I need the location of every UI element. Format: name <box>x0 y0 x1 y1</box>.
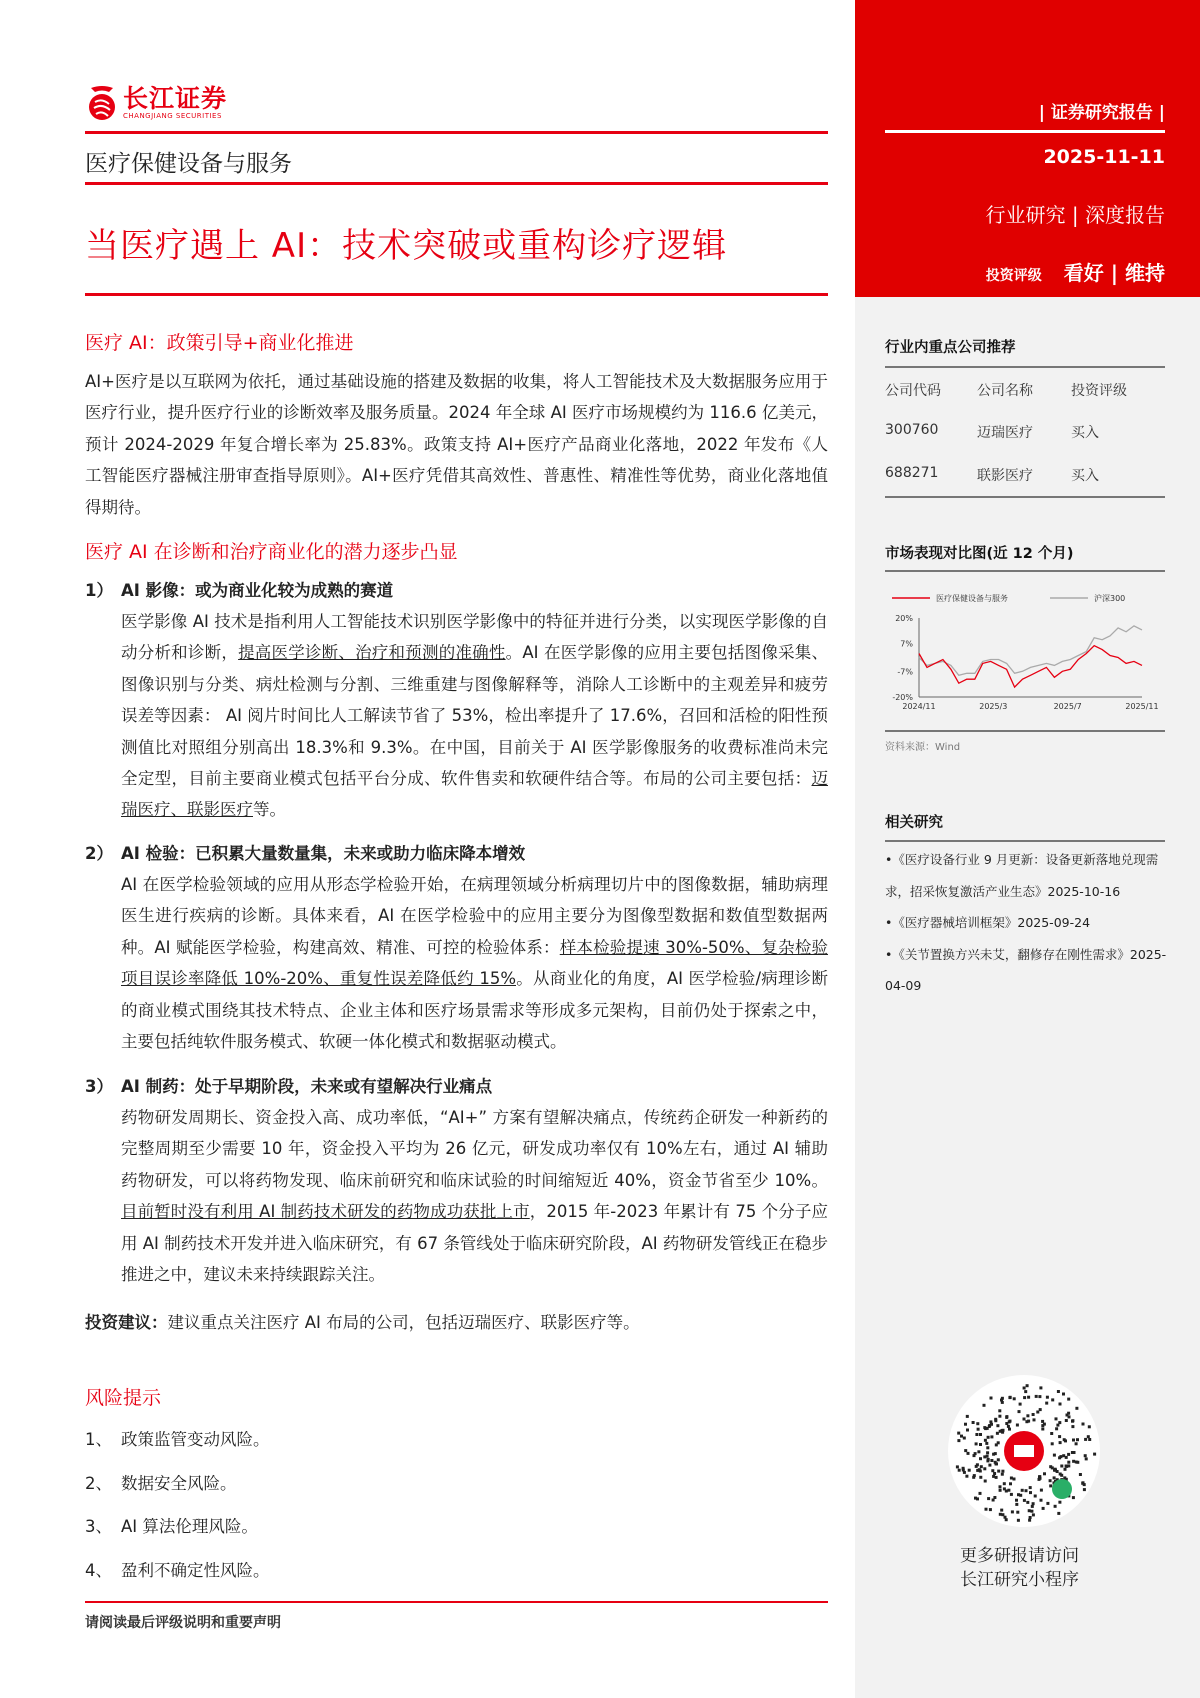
item-number: 2） <box>85 844 113 863</box>
rating-label: 投资评级 <box>985 268 1042 284</box>
item-number: 3） <box>85 1077 113 1096</box>
item-title: AI 制药：处于早期阶段，未来或有望解决行业痛点 <box>121 1077 493 1096</box>
item-body: AI 在医学检验领域的应用从形态学检验开始，在病理领域分析病理切片中的图像数据，辅助病理医生进行疾病的诊断。具体来看，AI 在医学检验中的应用主要分为图像型数据和数值型数据两种。AI 赋能医学检验，构建高效、精准、可控的检验体系：样本检验提速 30%-50%、复杂检验项目误诊率降低 10%-20%、重复性误差降低约 15%。从商业化的角度，AI 医学检验/病理诊断的商业模式围绕其技术特点、企业主体和医疗场景需求等形成多元架构，目前仍处于探索之中，主要包括纯软件服务模式、软硬一体化模式和数据驱动模式。 <box>121 875 829 1052</box>
qr-caption: 长江研究小程序 <box>960 1570 1079 1590</box>
risk-heading: 风险提示 <box>85 1387 162 1409</box>
chart-title: 市场表现对比图(近 12 个月) <box>885 546 1074 562</box>
table-header: 公司代码 公司名称 投资评级 <box>885 383 1127 399</box>
divider <box>885 840 1165 842</box>
related-item[interactable]: •《关节置换方兴未艾，翻修存在刚性需求》2025-04-09 <box>885 946 1167 993</box>
investment-advice <box>85 1309 828 1333</box>
x-tick-label: 2024/11 <box>902 702 936 711</box>
related-list <box>885 844 1167 1002</box>
industry-category: 医疗保健设备与服务 <box>85 151 292 177</box>
qr-code[interactable] <box>948 1375 1100 1527</box>
header-rule <box>85 131 828 134</box>
logo-text: 长江证券 <box>123 84 228 113</box>
cover-red-block <box>855 0 1200 297</box>
divider <box>885 570 1165 572</box>
advice-label: 投资建议： <box>85 1313 168 1332</box>
title-rule <box>85 293 828 296</box>
picks-title: 行业内重点公司推荐 <box>885 340 1016 356</box>
report-date: 2025-11-11 <box>1043 146 1165 168</box>
report-type: | 证券研究报告 | <box>1038 103 1165 123</box>
header-rule <box>85 182 828 185</box>
divider <box>885 730 1165 732</box>
rating-row <box>986 257 1165 286</box>
risk-item: 1、 政策监管变动风险。 <box>85 1430 270 1449</box>
item-title: AI 影像：或为商业化较为成熟的赛道 <box>121 581 394 600</box>
item-number: 1） <box>85 581 113 600</box>
y-tick-label: 7% <box>900 639 913 649</box>
legend-label: 医疗保健设备与服务 <box>936 594 1008 603</box>
divider <box>885 496 1165 498</box>
x-tick-label: 2025/11 <box>1125 702 1159 711</box>
divider <box>885 366 1165 368</box>
x-tick-label: 2025/3 <box>979 702 1008 711</box>
related-title: 相关研究 <box>885 815 943 831</box>
related-item[interactable]: •《医疗器械培训框架》2025-09-24 <box>885 915 1091 930</box>
market-performance-chart <box>870 580 1170 730</box>
list-item <box>85 575 828 826</box>
list-item <box>85 838 828 1057</box>
table-row: 300760 迈瑞医疗 买入 <box>885 422 1099 441</box>
table-row: 688271 联影医疗 买入 <box>885 465 1099 484</box>
qr-caption: 更多研报请访问 <box>960 1546 1079 1566</box>
report-title: 当医疗遇上 AI：技术突破或重构诊疗逻辑 <box>85 226 728 266</box>
related-item[interactable]: •《医疗设备行业 9 月更新：设备更新落地兑现需求，招采恢复激活产业生态》2025-10-16 <box>885 852 1159 899</box>
item-title: AI 检验：已积累大量数量集，未来或助力临床降本增效 <box>121 844 526 863</box>
series-line <box>919 626 1142 675</box>
report-kind: 行业研究 | 深度报告 <box>985 203 1165 227</box>
risk-item: 3、 AI 算法伦理风险。 <box>85 1517 258 1536</box>
section-heading: 医疗 AI 在诊断和治疗商业化的潜力逐步凸显 <box>85 541 458 563</box>
item-body: 医学影像 AI 技术是指利用人工智能技术识别医学影像中的特征并进行分类，以实现医学影像的自动分析和诊断，提高医学诊断、治疗和预测的准确性。AI 在医学影像的应用主要包括图像采集、图像识别与分类、病灶检测与分割、三维重建与图像解释等，消除人工诊断中的主观差异和疲劳误差等因素： AI 阅片时间比人工解读节省了 53%，检出率提升了 17.6%，召回和活检的阳性预测值比对照组分别高出 18.3%和 9.3%。在中国，目前关于 AI 医学影像服务的收费标准尚未完全定型，目前主要商业模式包括平台分成、软件售卖和软硬件结合等。布局的公司主要包括：迈瑞医疗、联影医疗等。 <box>121 612 829 820</box>
y-tick-label: 20% <box>895 614 913 623</box>
qr-pattern-icon <box>948 1375 1100 1527</box>
risk-item: 4、 盈利不确定性风险。 <box>85 1561 270 1580</box>
divider <box>885 130 1165 133</box>
rating-value: 看好 | 维持 <box>1063 261 1165 285</box>
y-tick-label: -7% <box>897 667 913 677</box>
risk-item: 2、 数据安全风险。 <box>85 1474 237 1493</box>
list-item <box>85 1071 828 1290</box>
footer-rule <box>85 1601 828 1603</box>
chart-source: 资料来源：Wind <box>885 742 961 753</box>
section-paragraph: AI+医疗是以互联网为依托，通过基础设施的搭建及数据的收集，将人工智能技术及大数据服务应用于医疗行业，提升医疗行业的诊断效率及服务质量。2024 年全球 AI 医疗市场规模约为 116.6 亿美元，预计 2024-2029 年复合增长率为 25.83%。政策支持 AI+医疗产品商业化落地，2022 年发布《人工智能医疗器械注册审查指导原则》。AI+医疗凭借其高效性、普惠性、精准性等优势，商业化落地值得期待。 <box>85 372 828 517</box>
x-tick-label: 2025/7 <box>1053 702 1082 711</box>
logo-emblem-icon <box>85 84 119 122</box>
y-tick-label: -20% <box>892 693 913 702</box>
item-body: 药物研发周期长、资金投入高、成功率低，“AI+” 方案有望解决痛点，传统药企研发一种新药的完整周期至少需要 10 年，资金投入平均为 26 亿元，研发成功率仅有 10%左右，通过 AI 辅助药物研发，可以将药物发现、临床前研究和临床试验的时间缩短近 40%，资金节省至少 10%。目前暂时没有利用 AI 制药技术研发的药物成功获批上市，2015 年-2023 年累计有 75 个分子应用 AI 制药技术开发并进入临床研究，有 67 条管线处于临床研究阶段，AI 药物研发管线正在稳步推进之中，建议未来持续跟踪关注。 <box>121 1108 828 1285</box>
legend-label: 沪深300 <box>1094 594 1126 603</box>
logo-subtext: CHANGJIANG SECURITIES <box>123 112 222 120</box>
section-heading: 医疗 AI：政策引导+商业化推进 <box>85 332 354 354</box>
advice-text: 建议重点关注医疗 AI 布局的公司，包括迈瑞医疗、联影医疗等。 <box>167 1313 640 1332</box>
company-logo <box>85 84 227 122</box>
footer-disclaimer: 请阅读最后评级说明和重要声明 <box>85 1615 281 1631</box>
